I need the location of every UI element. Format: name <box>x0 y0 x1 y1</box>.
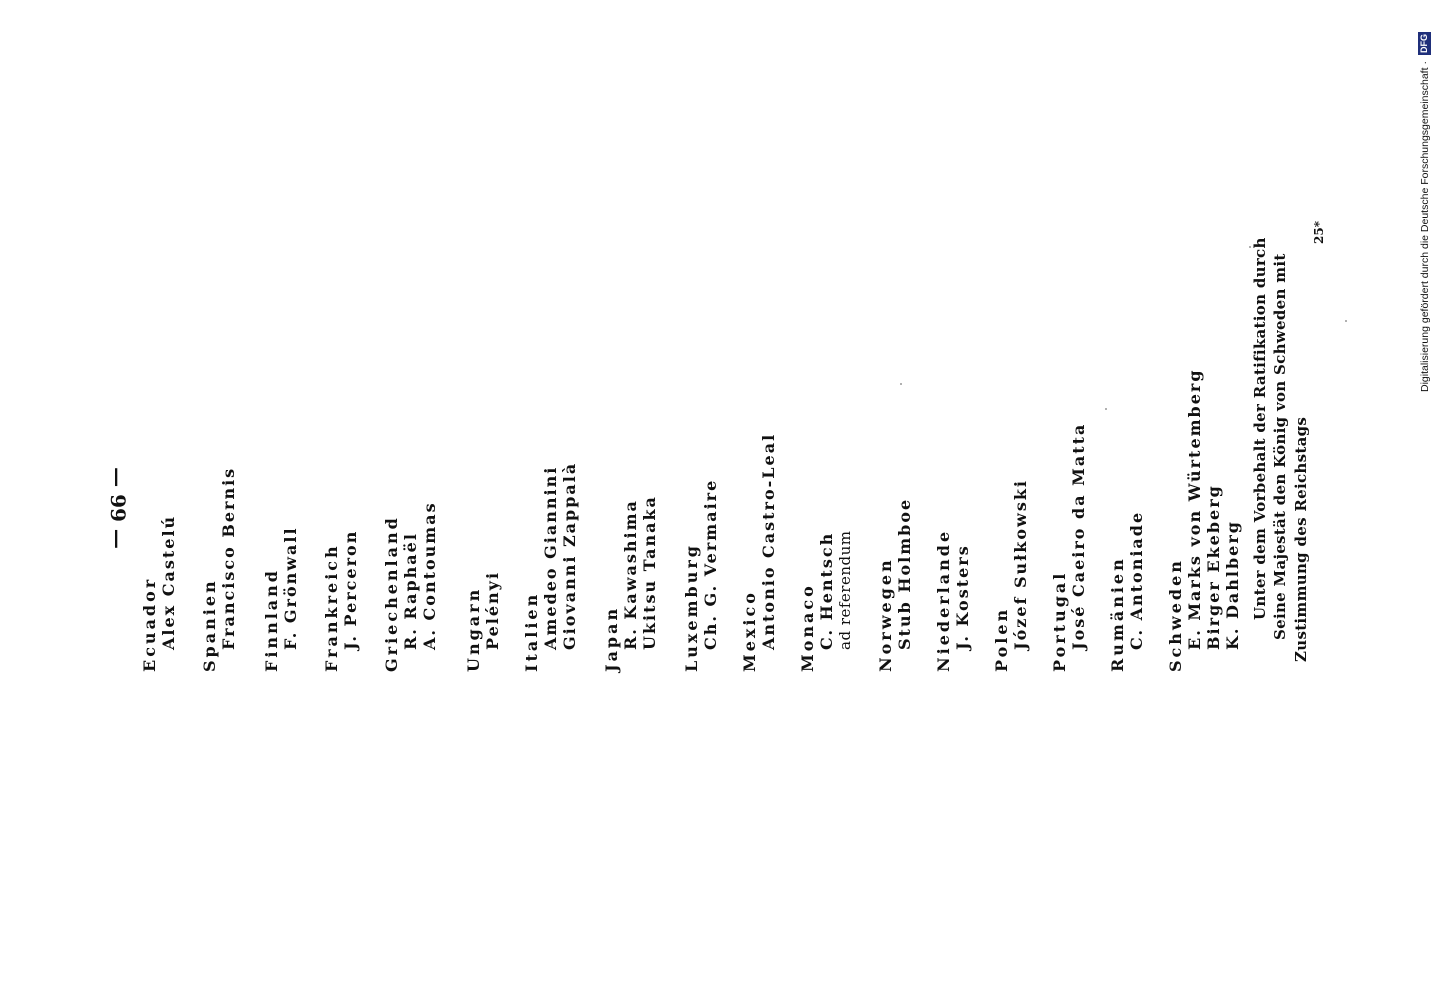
signer-name: R. Raphaël <box>401 532 420 650</box>
signatory-entry-schweden <box>1166 368 1242 672</box>
signatory-entry-norwegen <box>876 498 914 672</box>
signer-name: E. Marks von Würtemberg <box>1185 368 1204 650</box>
country-name: Polen <box>992 606 1011 672</box>
signer-name: Stub Holmboe <box>895 497 914 650</box>
signer-name: Alex Castelú <box>159 514 178 650</box>
signatory-entry-luxemburg <box>682 479 720 672</box>
signatory-entry-frankreich <box>322 530 360 672</box>
signatory-entry-ecuador <box>140 515 178 672</box>
signatory-entry-finnland <box>262 526 300 672</box>
ratification-reservation <box>1250 237 1271 642</box>
page-number: — 99 — <box>106 467 130 549</box>
sheet-signature-mark: 25* <box>1312 221 1326 244</box>
signer-name: Ukitsu Tanaka <box>640 495 659 650</box>
country-name: Mexico <box>740 590 759 672</box>
country-name: Portugal <box>1050 570 1069 672</box>
reservation-line: Seine Majestät den König von Schweden mit <box>1271 253 1289 640</box>
signatory-entry-polen <box>992 479 1030 672</box>
signatory-entry-japan <box>602 495 659 672</box>
country-name: Schweden <box>1166 558 1185 672</box>
dfg-logo: DFG <box>1419 33 1429 53</box>
signer-name: F. Grönwall <box>281 526 300 650</box>
signatory-entry-ungarn <box>464 571 502 672</box>
signer-name: Amedeo Giannini <box>541 465 560 650</box>
country-name: Norwegen <box>876 557 895 672</box>
signer-name: Ch. G. Vermaire <box>701 478 720 650</box>
signer-name: C. Antoniade <box>1127 510 1146 650</box>
country-name: Italien <box>522 591 541 672</box>
signatory-entry-griechenland <box>382 501 439 672</box>
signer-name: Giovanni Zappalà <box>560 461 579 650</box>
signatory-entry-portugal <box>1050 423 1088 672</box>
signer-name: José Caeiro da Matta <box>1069 422 1088 650</box>
country-name: Ungarn <box>464 586 483 672</box>
reservation-line: Zustimmung des Reichstags <box>1292 416 1310 662</box>
signer-name: R. Kawashima <box>621 499 640 650</box>
signer-name: Francisco Bernis <box>219 466 238 650</box>
signer-name: Antonio Castro-Leal <box>759 432 778 650</box>
signer-name: Józef Sułkowski <box>1011 478 1030 650</box>
signer-name: Birger Ekeberg <box>1204 484 1223 650</box>
signatory-entry-italien <box>522 462 579 672</box>
country-name: Spanien <box>200 578 219 672</box>
signer-name: J. Kosters <box>953 544 972 650</box>
country-name: Niederlande <box>934 528 953 672</box>
signer-name: C. Hentsch <box>817 531 836 650</box>
scan-speck <box>1105 408 1107 410</box>
signatory-entry-mexico <box>740 433 778 672</box>
signer-note: ad referendum <box>836 530 854 650</box>
country-name: Griechenland <box>382 515 401 672</box>
signer-name: K. Dahlberg <box>1223 520 1242 650</box>
country-name: Ecuador <box>140 576 159 672</box>
country-name: Japan <box>602 605 621 672</box>
reservation-line: Unter dem Vorbehalt der Ratifikation durch <box>1251 237 1269 620</box>
country-name: Monaco <box>798 583 817 672</box>
credit-text: Digitalisierung gefördert durch die Deutsche Forschungsgemeinschaft <box>1418 67 1431 392</box>
signer-name: J. Perceron <box>341 529 360 650</box>
signatory-entry-monaco <box>798 531 855 672</box>
country-name: Rumänien <box>1108 556 1127 672</box>
country-name: Luxemburg <box>682 543 701 672</box>
scan-speck <box>1345 320 1347 322</box>
ratification-reservation-cont <box>1270 253 1312 662</box>
signatory-entry-niederlande <box>934 529 972 672</box>
digitization-credit <box>1418 32 1431 392</box>
scan-speck <box>1249 246 1251 248</box>
country-name: Finnland <box>262 568 281 672</box>
credit-separator: · <box>1418 60 1431 65</box>
signatory-entry-rumaenien <box>1108 511 1146 672</box>
signatory-entry-spanien <box>200 467 238 672</box>
signer-name: A. Contoumas <box>420 501 439 650</box>
scan-speck <box>900 383 902 385</box>
signer-name: Pelényi <box>483 570 502 650</box>
country-name: Frankreich <box>322 543 341 672</box>
